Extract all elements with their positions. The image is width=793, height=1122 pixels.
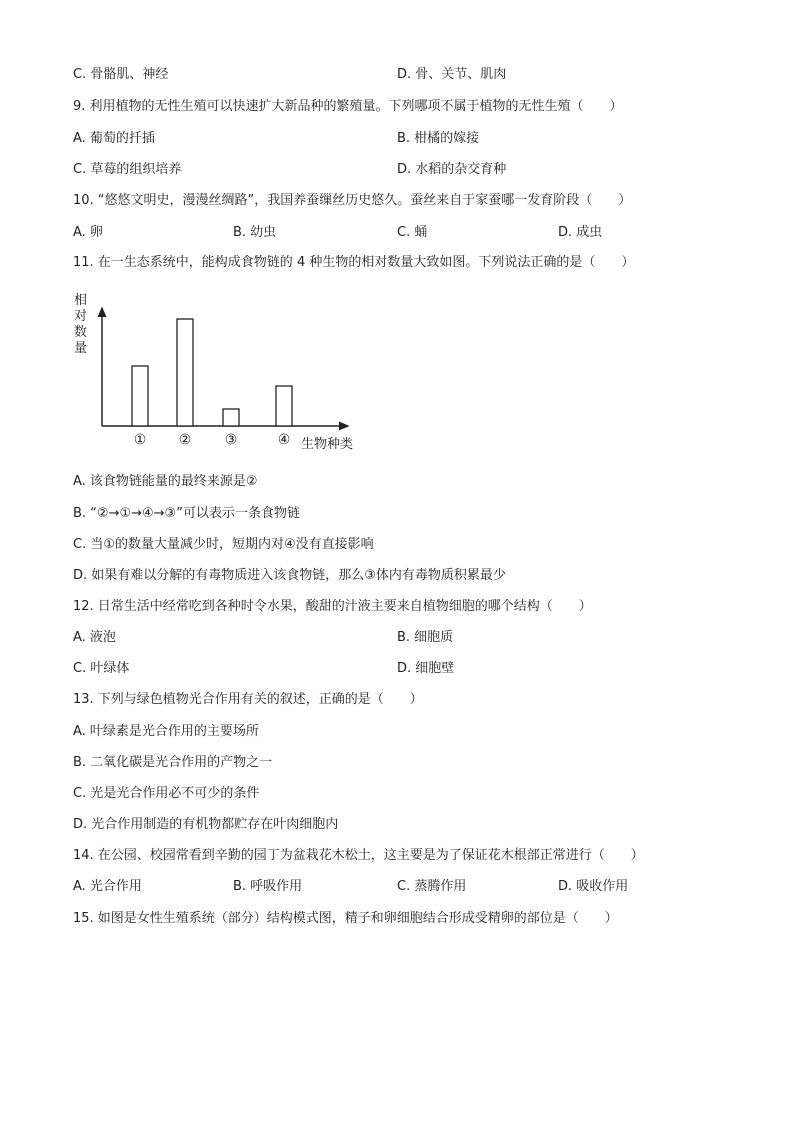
question-line: 9. 利用植物的无性生殖可以快速扩大新品种的繁殖量。下列哪项不属于植物的无性生殖（ ） [73, 99, 623, 114]
category-label: ② [178, 432, 192, 448]
option: D. 骨、关节、肌肉 [397, 67, 507, 82]
option: C. 草莓的组织培养 [73, 162, 182, 177]
option: B. 呼吸作用 [233, 879, 303, 894]
category-label: ③ [224, 432, 238, 448]
option: C. 蛹 [397, 225, 428, 240]
question-line: 11. 在一生态系统中，能构成食物链的 4 种生物的相对数量大致如图。下列说法正确的是（ ） [73, 255, 635, 270]
question-line: 10. “悠悠文明史，漫漫丝绸路”，我国养蚕缫丝历史悠久。蚕丝来自于家蚕哪一发育阶段（ ） [73, 193, 632, 208]
y-axis-label [74, 292, 87, 356]
question-line: 12. 日常生活中经常吃到各种时令水果，酸甜的汁液主要来自植物细胞的哪个结构（ ） [73, 599, 592, 614]
category-label: ① [133, 432, 147, 448]
question-line: D. 光合作用制造的有机物都贮存在叶肉细胞内 [73, 817, 339, 832]
option: C. 骨骼肌、神经 [73, 67, 169, 82]
bar-2 [177, 319, 193, 426]
option: D. 细胞壁 [397, 661, 455, 676]
question-line: B. 二氧化碳是光合作用的产物之一 [73, 755, 273, 770]
relative-quantity-bar-chart [68, 286, 368, 456]
option: C. 叶绿体 [73, 661, 130, 676]
option: A. 液泡 [73, 630, 116, 645]
bar-1 [132, 366, 148, 426]
bar-4 [276, 386, 292, 426]
svg-text:量: 量 [74, 341, 88, 356]
svg-text:相: 相 [74, 293, 88, 308]
option: B. 细胞质 [397, 630, 454, 645]
question-line: A. 该食物链能量的最终来源是② [73, 474, 258, 489]
question-line: D. 如果有难以分解的有毒物质进入该食物链，那么③体内有毒物质积累最少 [73, 568, 506, 583]
question-line: 13. 下列与绿色植物光合作用有关的叙述，正确的是（ ） [73, 692, 423, 707]
question-line: 14. 在公园、校园常看到辛勤的园丁为盆栽花木松土，这主要是为了保证花木根部正常进行（ ） [73, 848, 644, 863]
question-line: 15. 如图是女性生殖系统（部分）结构模式图，精子和卵细胞结合形成受精卵的部位是（ ） [73, 911, 618, 926]
svg-text:数: 数 [74, 325, 88, 340]
bar-3 [223, 409, 239, 426]
x-axis-label: 生物种类 [301, 437, 354, 452]
option: C. 蒸腾作用 [397, 879, 467, 894]
option: B. 幼虫 [233, 225, 277, 240]
option: A. 葡萄的扦插 [73, 131, 155, 146]
question-line: A. 叶绿素是光合作用的主要场所 [73, 724, 259, 739]
question-line: C. 光是光合作用必不可少的条件 [73, 786, 260, 801]
category-label: ④ [277, 432, 291, 448]
option: D. 成虫 [558, 225, 603, 240]
option: D. 水稻的杂交育种 [397, 162, 507, 177]
option: D. 吸收作用 [558, 879, 629, 894]
svg-text:对: 对 [74, 309, 88, 324]
option: A. 卵 [73, 225, 103, 240]
question-line: B. “②→①→④→③”可以表示一条食物链 [73, 506, 300, 521]
option: B. 柑橘的嫁接 [397, 131, 480, 146]
question-line: C. 当①的数量大量减少时，短期内对④没有直接影响 [73, 537, 374, 552]
option: A. 光合作用 [73, 879, 142, 894]
